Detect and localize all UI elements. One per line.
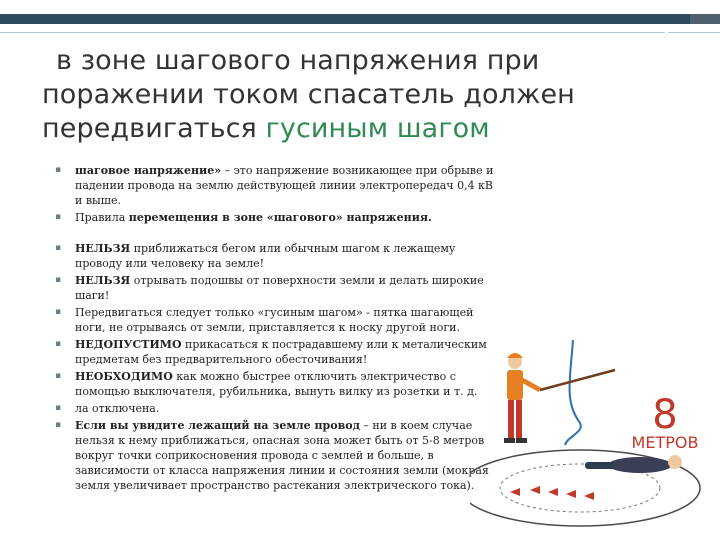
bullet-text: ла отключена.: [75, 402, 160, 415]
bullet-prefix: Правила: [75, 211, 129, 224]
bullet-text: прикасаться к пострадавшему или к металическим предметам без предварительного обесточивания!: [75, 338, 487, 366]
rescuer-figure: [504, 353, 615, 443]
title-line-3-prefix: передвигаться: [42, 113, 266, 144]
list-item: [55, 369, 495, 399]
meters-unit: МЕТРОВ: [631, 433, 699, 452]
bullet-text: отрывать подошвы от поверхности земли и делать широкие шаги!: [75, 274, 484, 302]
list-item: [55, 241, 495, 271]
list-item: [55, 401, 495, 416]
slide-title: [42, 44, 642, 146]
title-line-2: поражении током спасатель должен: [42, 79, 575, 110]
list-item: [55, 273, 495, 303]
bullet-list: [55, 163, 495, 495]
step-arrows: [510, 486, 594, 500]
list-item: [55, 305, 495, 335]
victim-figure: [585, 455, 682, 473]
bullet-text: приближаться бегом или обычным шагом к лежащему проводу или человеку на земле!: [75, 242, 456, 270]
bullet-bold: шаговое напряжение»: [75, 164, 222, 177]
meters-label: [630, 392, 700, 452]
bullet-bold: Если вы увидите лежащий на земле провод: [75, 419, 360, 432]
list-item: [55, 337, 495, 367]
meters-number: 8: [652, 392, 678, 438]
list-item: [55, 210, 495, 225]
bullet-bold: НЕЛЬЗЯ: [75, 242, 131, 255]
bullet-bold: НЕДОПУСТИМО: [75, 338, 182, 351]
fallen-wire: [565, 340, 581, 445]
title-accent: гусиным шагом: [265, 113, 490, 144]
bullet-text: Передвигаться следует только «гусиным шагом» - пятка шагающей ноги, не отрываясь от земли, приставляется к носку другой ноги.: [75, 306, 474, 334]
bullet-bold: НЕОБХОДИМО: [75, 370, 173, 383]
bullet-bold: НЕЛЬЗЯ: [75, 274, 131, 287]
title-line-3: [42, 112, 642, 146]
top-decorative-bar: [0, 0, 720, 40]
bullet-group-2: [55, 241, 495, 493]
bullet-bold: перемещения в зоне «шагового» напряжения.: [128, 211, 432, 224]
title-line-1: в зоне шагового напряжения при: [56, 45, 540, 76]
list-item: [55, 418, 495, 493]
bullet-text: как можно быстрее отключить электричество с помощью выключателя, рубильника, вынуть вилку из розетки и т. д.: [75, 370, 478, 398]
bullet-text: – это напряжение возникающее при обрыве и падении провода на землю действующей линии электропередач 0,4 кВ и выше.: [75, 164, 494, 207]
list-item: [55, 163, 495, 208]
bullet-group-1: [55, 163, 495, 225]
bullet-text: – ни в коем случае нельзя к нему приближаться, опасная зона может быть от 5-8 метров вокруг точки соприкосновения провода с землей и больше, в зависимости от класса напряжения линии и состояния земли (мокрая земля увеличивает пространство растекания электрического тока).: [75, 419, 489, 492]
